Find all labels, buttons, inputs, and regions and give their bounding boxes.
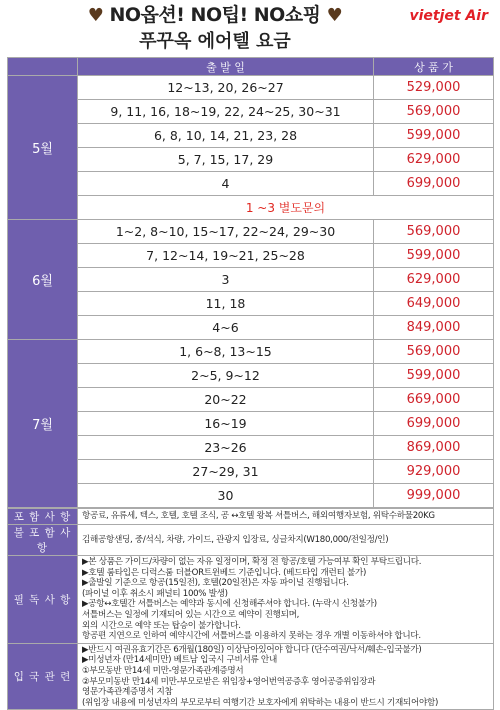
price-value: 669,000 bbox=[374, 388, 494, 412]
fare-row bbox=[8, 268, 494, 292]
price-value: 649,000 bbox=[374, 292, 494, 316]
departure-dates: 5, 7, 15, 17, 29 bbox=[78, 148, 374, 172]
info-content bbox=[78, 509, 494, 525]
info-line: 영문가족관계증명서 지참 bbox=[82, 687, 173, 698]
heart-icon: ♥ bbox=[87, 5, 104, 26]
info-line: ▶본 상품은 가이드/차량이 없는 자유 일정이며, 확정 전 항공/호텔 가능여부 확인 부탁드립니다. bbox=[82, 557, 422, 567]
col-departure-date: 출 발 일 bbox=[78, 58, 374, 76]
info-line: 김해공항샌딩, 중/석식, 차량, 가이드, 관광지 입장료, 싱글차지(W180,000/전일정/인) bbox=[82, 534, 389, 545]
fare-row bbox=[8, 292, 494, 316]
info-line: ▶호텔 룸타입은 디럭스룸 더블OR트윈베드 기준입니다. (베드타입 개런티 불가) bbox=[82, 567, 367, 578]
departure-dates: 4 bbox=[78, 172, 374, 196]
departure-dates: 27~29, 31 bbox=[78, 460, 374, 484]
headline bbox=[0, 3, 430, 28]
price-value: 699,000 bbox=[374, 172, 494, 196]
info-label: 입 국 관 련 bbox=[8, 643, 78, 710]
departure-dates: 30 bbox=[78, 484, 374, 508]
fare-row bbox=[8, 388, 494, 412]
price-value: 869,000 bbox=[374, 436, 494, 460]
info-row bbox=[8, 525, 494, 556]
info-row bbox=[8, 509, 494, 525]
month-label: 5월 bbox=[8, 76, 78, 220]
departure-dates: 16~19 bbox=[78, 412, 374, 436]
price-value: 629,000 bbox=[374, 148, 494, 172]
info-line: (위임장 내용에 미성년자의 부모로부터 여행기간 보호자에게 위탁하는 내용이 반드시 기재되어야함) bbox=[82, 697, 439, 708]
departure-dates: 3 bbox=[78, 268, 374, 292]
fare-row bbox=[8, 76, 494, 100]
month-label: 6월 bbox=[8, 220, 78, 340]
price-value: 569,000 bbox=[374, 340, 494, 364]
info-line: 외의 시간으로 예약 또는 탑승이 불가합니다. bbox=[82, 620, 241, 631]
info-line: ▶반드시 여권유효기간은 6개월(180일) 이상남아있어야 합니다 (단수여권/낙서/훼손-입국불가) bbox=[82, 644, 422, 655]
departure-dates: 4~6 bbox=[78, 316, 374, 340]
info-label: 필 독 사 항 bbox=[8, 556, 78, 644]
fare-row bbox=[8, 124, 494, 148]
price-value: 569,000 bbox=[374, 220, 494, 244]
price-value: 599,000 bbox=[374, 124, 494, 148]
info-row bbox=[8, 556, 494, 644]
info-line: ①부모동반 만14세 미만-영문가족관계증명서 bbox=[82, 665, 244, 676]
fare-row bbox=[8, 340, 494, 364]
inquiry-note: 1 ~3 별도문의 bbox=[78, 196, 494, 220]
departure-dates: 11, 18 bbox=[78, 292, 374, 316]
fare-row bbox=[8, 460, 494, 484]
fare-note-row bbox=[8, 196, 494, 220]
fare-row bbox=[8, 220, 494, 244]
fare-row bbox=[8, 316, 494, 340]
fare-row bbox=[8, 148, 494, 172]
price-value: 599,000 bbox=[374, 244, 494, 268]
header bbox=[0, 0, 500, 57]
header-month-cell bbox=[8, 58, 78, 76]
departure-dates: 23~26 bbox=[78, 436, 374, 460]
price-value: 929,000 bbox=[374, 460, 494, 484]
departure-dates: 1, 6~8, 13~15 bbox=[78, 340, 374, 364]
info-line: 항공편 지연으로 인하여 예약시간에 셔틀버스를 이용하지 못하는 경우 개별 이동하셔야 합니다. bbox=[82, 631, 421, 642]
info-content bbox=[78, 525, 494, 556]
info-line: ▶미성년자 (만14세미만) 베트남 입국시 구비서류 안내 bbox=[82, 655, 277, 666]
departure-dates: 20~22 bbox=[78, 388, 374, 412]
info-line: ▶출발일 기준으로 항공(15일전), 호텔(20일전)은 자동 파이널 진행됩니다. bbox=[82, 578, 349, 589]
month-label: 7월 bbox=[8, 340, 78, 508]
headline-text: NO옵션! NO팁! NO쇼핑 bbox=[109, 4, 321, 26]
departure-dates: 12~13, 20, 26~27 bbox=[78, 76, 374, 100]
fare-row bbox=[8, 436, 494, 460]
price-value: 629,000 bbox=[374, 268, 494, 292]
col-price: 상 품 가 bbox=[374, 58, 494, 76]
info-table bbox=[7, 508, 494, 710]
vietjet-logo: vietjet Air bbox=[409, 8, 488, 24]
info-label: 포 함 사 항 bbox=[8, 509, 78, 525]
fare-table-header bbox=[8, 58, 494, 76]
fare-row bbox=[8, 100, 494, 124]
departure-dates: 9, 11, 16, 18~19, 22, 24~25, 30~31 bbox=[78, 100, 374, 124]
fare-row bbox=[8, 412, 494, 436]
departure-dates: 6, 8, 10, 14, 21, 23, 28 bbox=[78, 124, 374, 148]
page-title: 푸꾸옥 에어텔 요금 bbox=[139, 31, 291, 52]
info-content bbox=[78, 556, 494, 644]
heart-icon: ♥ bbox=[326, 5, 343, 26]
fare-row bbox=[8, 244, 494, 268]
info-line: (파이널 이후 취소시 패널티 100% 발생) bbox=[82, 588, 228, 599]
fare-table bbox=[7, 57, 494, 508]
fare-row bbox=[8, 172, 494, 196]
departure-dates: 1~2, 8~10, 15~17, 22~24, 29~30 bbox=[78, 220, 374, 244]
info-line: 셔틀버스는 일정에 기재되어 있는 시간으로 예약이 진행되며, bbox=[82, 609, 300, 620]
price-value: 999,000 bbox=[374, 484, 494, 508]
departure-dates: 2~5, 9~12 bbox=[78, 364, 374, 388]
price-value: 529,000 bbox=[374, 76, 494, 100]
info-line: ▶공항↔호텔간 셔틀버스는 예약과 동시에 신청해주셔야 합니다. (누락시 신청불가) bbox=[82, 599, 377, 610]
price-value: 699,000 bbox=[374, 412, 494, 436]
price-value: 849,000 bbox=[374, 316, 494, 340]
info-line: 항공료, 유류세, 텍스, 호텔, 호텔 조식, 공 ↔호텔 왕복 셔틀버스, 해외여행자보험, 위탁수하물20KG bbox=[82, 511, 435, 522]
fare-row bbox=[8, 484, 494, 508]
price-value: 599,000 bbox=[374, 364, 494, 388]
info-label: 불 포 함 사 항 bbox=[8, 525, 78, 556]
fare-row bbox=[8, 364, 494, 388]
info-line: ②부모미동반 만14세 미만-부모로받은 위임장+영어번역공증후 영어공증위임장과 bbox=[82, 676, 376, 687]
price-value: 569,000 bbox=[374, 100, 494, 124]
departure-dates: 7, 12~14, 19~21, 25~28 bbox=[78, 244, 374, 268]
